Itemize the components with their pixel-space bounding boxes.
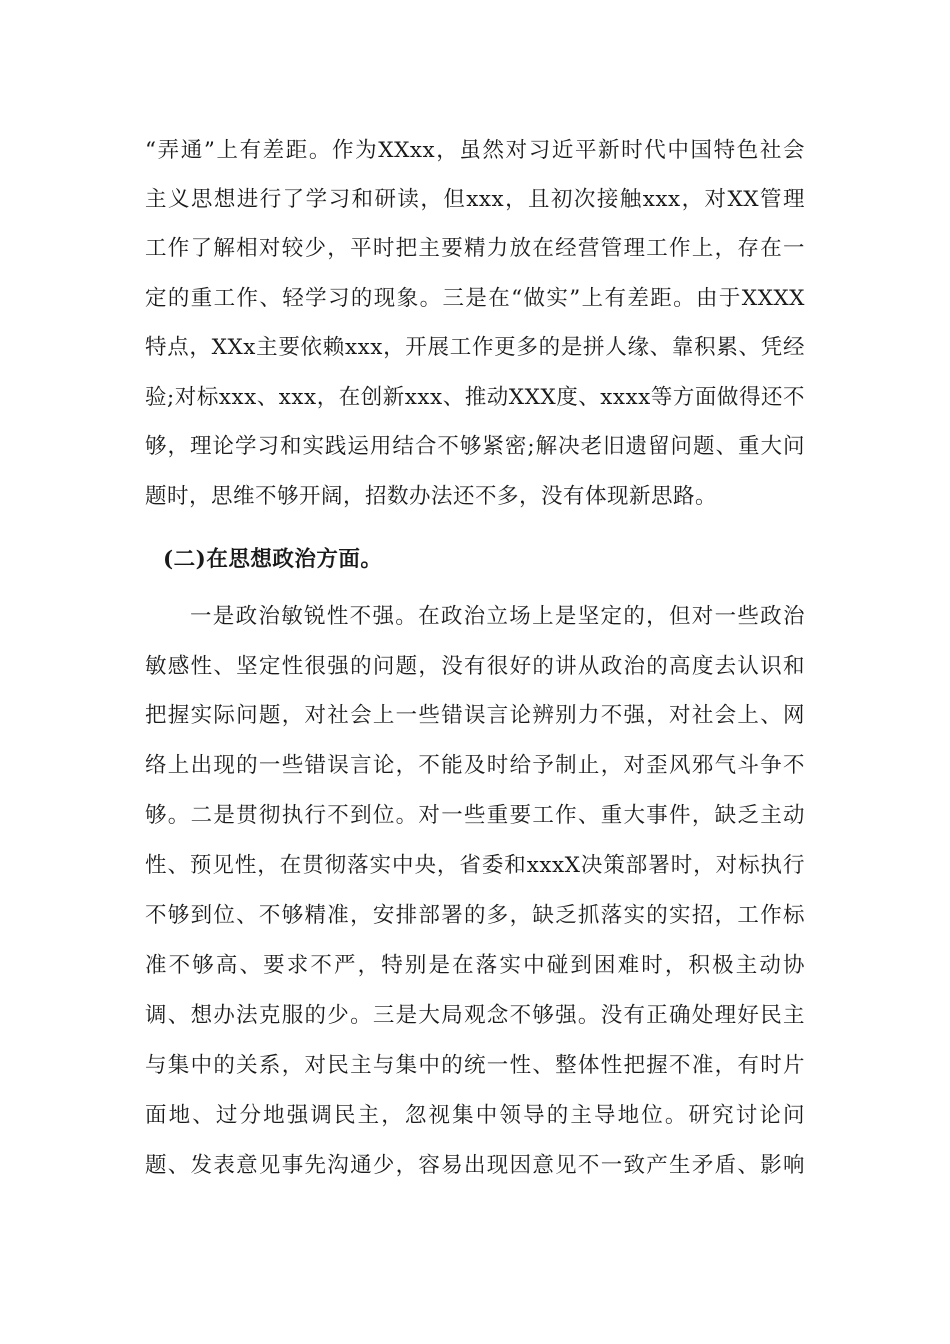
paragraph-line: 题、发表意见事先沟通少，容易出现因意见不一致产生矛盾、影响 bbox=[145, 1153, 805, 1178]
paragraph-line: 定的重工作、轻学习的现象。三是在“做实”上有差距。由于XXXX bbox=[145, 286, 805, 311]
paragraph-line: 主义思想进行了学习和研读，但xxx，且初次接触xxx，对XX管理 bbox=[145, 187, 805, 212]
paragraph-line: 面地、过分地强调民主，忽视集中领导的主导地位。研究讨论问 bbox=[145, 1103, 805, 1128]
paragraph-line: 工作了解相对较少，平时把主要精力放在经营管理工作上，存在一 bbox=[145, 236, 805, 261]
paragraph-line: 特点，XXx主要依赖xxx，开展工作更多的是拼人缘、靠积累、凭经 bbox=[145, 335, 805, 360]
paragraph-line: 络上出现的一些错误言论，不能及时给予制止，对歪风邪气斗争不 bbox=[145, 753, 805, 778]
paragraph-line: 准不够高、要求不严，特别是在落实中碰到困难时，积极主动协 bbox=[145, 953, 805, 978]
paragraph-line: 一是政治敏锐性不强。在政治立场上是坚定的，但对一些政治 bbox=[190, 604, 805, 629]
paragraph-line: 够，理论学习和实践运用结合不够紧密;解决老旧遗留问题、重大问 bbox=[145, 434, 805, 459]
paragraph-line: 敏感性、坚定性很强的问题，没有很好的讲从政治的高度去认识和 bbox=[145, 654, 805, 679]
paragraph-line: 不够到位、不够精准，安排部署的多，缺乏抓落实的实招，工作标 bbox=[145, 903, 805, 928]
paragraph-line: “弄通”上有差距。作为XXxx，虽然对习近平新时代中国特色社会 bbox=[145, 138, 805, 163]
paragraph-line: 够。二是贯彻执行不到位。对一些重要工作、重大事件，缺乏主动 bbox=[145, 803, 805, 828]
paragraph-line: 调、想办法克服的少。三是大局观念不够强。没有正确处理好民主 bbox=[145, 1003, 805, 1028]
paragraph-line: 把握实际问题，对社会上一些错误言论辨别力不强，对社会上、网 bbox=[145, 703, 805, 728]
paragraph-line: 性、预见性，在贯彻落实中央，省委和xxxX决策部署时，对标执行 bbox=[145, 853, 805, 878]
section-heading: (二)在思想政治方面。 bbox=[163, 547, 383, 572]
paragraph-line: 题时，思维不够开阔，招数办法还不多，没有体现新思路。 bbox=[145, 484, 718, 509]
paragraph-line: 与集中的关系，对民主与集中的统一性、整体性把握不准，有时片 bbox=[145, 1053, 805, 1078]
paragraph-line: 验;对标xxx、xxx，在创新xxx、推动XXX度、xxxx等方面做得还不 bbox=[145, 385, 805, 410]
